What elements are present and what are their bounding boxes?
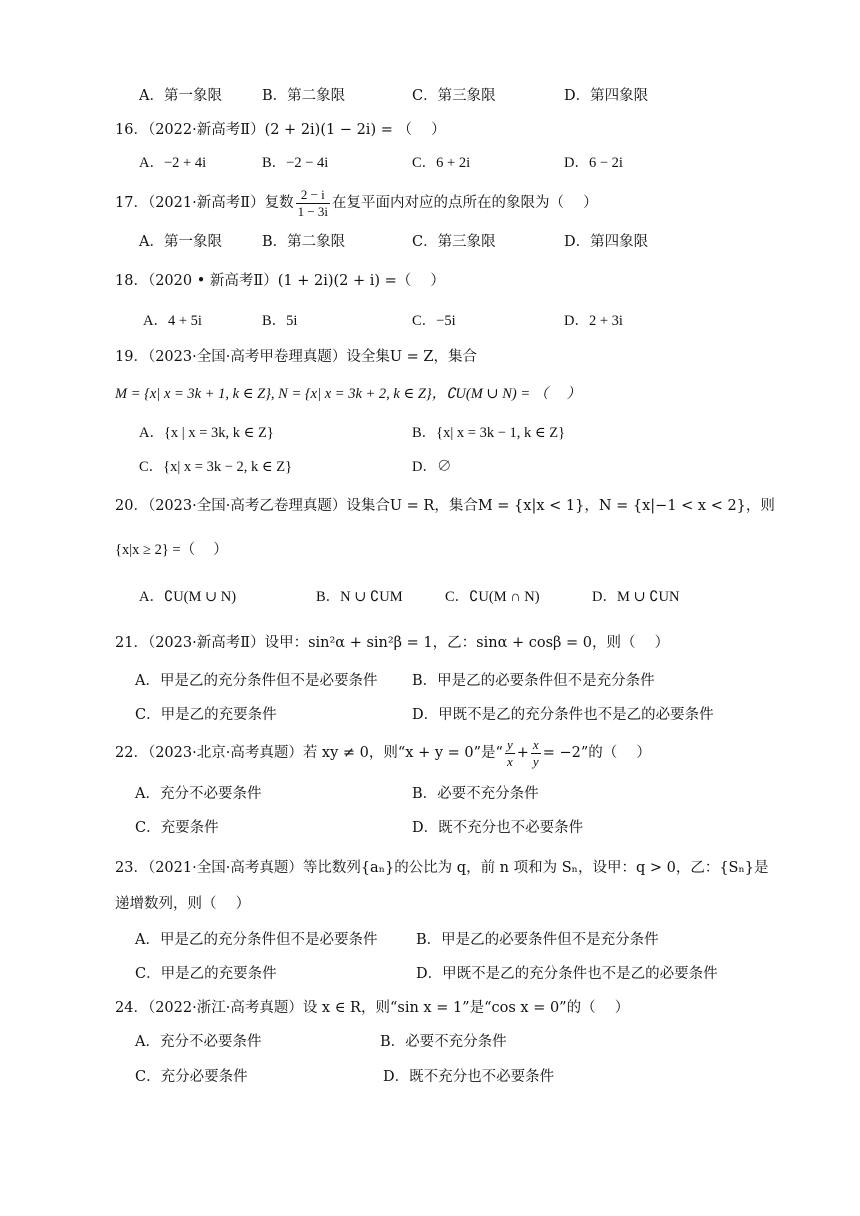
- q23-line2: 递增数列，则（ ）: [115, 896, 251, 912]
- q21-option-c: C．甲是乙的充要条件: [135, 707, 277, 723]
- q22-option-c: C．充要条件: [135, 820, 219, 836]
- q15-option-b: B．第二象限: [262, 88, 346, 104]
- q22-option-b: B．必要不充分条件: [412, 786, 539, 802]
- q19-option-c: C．{x| x = 3k − 2, k ∈ Z}: [139, 459, 293, 475]
- q20-line2: {x|x ≥ 2} =（ ）: [115, 542, 228, 558]
- q19-stem: 19．（2023·全国·高考甲卷理真题）设全集U = Z，集合: [115, 349, 477, 365]
- q17-suffix: 在复平面内对应的点所在的象限为（ ）: [332, 195, 598, 211]
- q24-option-c: C．充分必要条件: [135, 1069, 248, 1085]
- q22-fraction-1: [505, 737, 515, 770]
- q22-plus: +: [516, 745, 529, 761]
- q18-option-a: A．4 + 5i: [143, 313, 202, 329]
- q17-option-d: D．第四象限: [564, 234, 649, 250]
- q16-option-d: D．6 − 2i: [564, 155, 623, 171]
- q19-line2: M = {x| x = 3k + 1, k ∈ Z}, N = {x| x = 3k + 2, k ∈ Z}，∁U(M ∪ N) = （ ）: [115, 386, 581, 402]
- q24-option-a: A．充分不必要条件: [135, 1034, 262, 1050]
- q24-stem: 24．（2022·浙江·高考真题）设 x ∈ R，则“sin x = 1”是“cos x = 0”的（ ）: [115, 1000, 630, 1016]
- q16-option-b: B．−2 − 4i: [262, 155, 329, 171]
- q23-option-b: B．甲是乙的必要条件但不是充分条件: [416, 932, 659, 948]
- q18-option-b: B．5i: [262, 313, 298, 329]
- q18-stem: 18．（2020 • 新高考Ⅱ）(1 + 2i)(2 + i) =（ ）: [115, 273, 445, 289]
- q17-fraction-denominator: 1 − 3i: [297, 203, 329, 219]
- q16-stem: 16．（2022·新高考Ⅱ）(2 + 2i)(1 − 2i) = （ ）: [115, 122, 446, 138]
- q23-stem: 23．（2021·全国·高考真题）等比数列{aₙ}的公比为 q，前 n 项和为 Sₙ，设甲：q > 0，乙：{Sₙ}是: [115, 860, 769, 876]
- q16-option-c: C．6 + 2i: [412, 155, 471, 171]
- q24-option-b: B．必要不充分条件: [380, 1034, 507, 1050]
- q17-option-c: C．第三象限: [412, 234, 496, 250]
- q19-option-d: D．∅: [412, 459, 452, 475]
- q20-option-b: B．N ∪ ∁UM: [316, 589, 403, 605]
- q16-option-a: A．−2 + 4i: [139, 155, 207, 171]
- q22-fraction-2: [531, 737, 541, 770]
- q15-option-a: A．第一象限: [139, 88, 222, 104]
- q20-option-d: D．M ∪ ∁UN: [592, 589, 680, 605]
- q17-option-b: B．第二象限: [262, 234, 346, 250]
- q23-option-c: C．甲是乙的充要条件: [135, 966, 277, 982]
- q21-option-b: B．甲是乙的必要条件但不是充分条件: [412, 673, 655, 689]
- q22-fraction-2-numerator: x: [532, 736, 539, 752]
- q22-option-d: D．既不充分也不必要条件: [412, 820, 584, 836]
- q22-stem: [115, 736, 651, 770]
- q22-fraction-1-denominator: x: [506, 753, 513, 769]
- q22-prefix: 22．（2023·北京·高考真题）若 xy ≠ 0，则“x + y = 0”是“: [115, 745, 503, 761]
- q21-option-d: D．甲既不是乙的充分条件也不是乙的必要条件: [412, 707, 714, 723]
- q22-option-a: A．充分不必要条件: [135, 786, 262, 802]
- q20-option-c: C．∁U(M ∩ N): [445, 589, 540, 605]
- q19-option-a: A．{x | x = 3k, k ∈ Z}: [139, 425, 274, 441]
- q15-option-c: C．第三象限: [412, 88, 496, 104]
- q17-fraction-numerator: 2 − i: [296, 187, 330, 204]
- q22-fraction-2-denominator: y: [532, 753, 539, 769]
- q18-option-c: C．−5i: [412, 313, 456, 329]
- q19-option-b: B．{x| x = 3k − 1, k ∈ Z}: [412, 425, 566, 441]
- q15-option-d: D．第四象限: [564, 88, 649, 104]
- q20-option-a: A．∁U(M ∪ N): [139, 589, 237, 605]
- q24-option-d: D．既不充分也不必要条件: [383, 1069, 555, 1085]
- q18-option-d: D．2 + 3i: [564, 313, 623, 329]
- q22-suffix: = −2”的（ ）: [542, 745, 651, 761]
- q22-fraction-1-numerator: y: [506, 736, 513, 752]
- q21-stem: 21．（2023·新高考Ⅱ）设甲：sin²α + sin²β = 1，乙：sinα + cosβ = 0，则（ ）: [115, 635, 670, 651]
- q17-prefix: 17．（2021·新高考Ⅱ）复数: [115, 195, 294, 211]
- q17-fraction: [296, 187, 330, 220]
- q23-option-a: A．甲是乙的充分条件但不是必要条件: [135, 932, 378, 948]
- q17-stem: [115, 186, 598, 220]
- q20-stem: 20．（2023·全国·高考乙卷理真题）设集合U = R，集合M = {x|x < 1}，N = {x|−1 < x < 2}，则: [115, 498, 775, 514]
- q21-option-a: A．甲是乙的充分条件但不是必要条件: [135, 673, 378, 689]
- q23-option-d: D．甲既不是乙的充分条件也不是乙的必要条件: [416, 966, 718, 982]
- q17-option-a: A．第一象限: [139, 234, 222, 250]
